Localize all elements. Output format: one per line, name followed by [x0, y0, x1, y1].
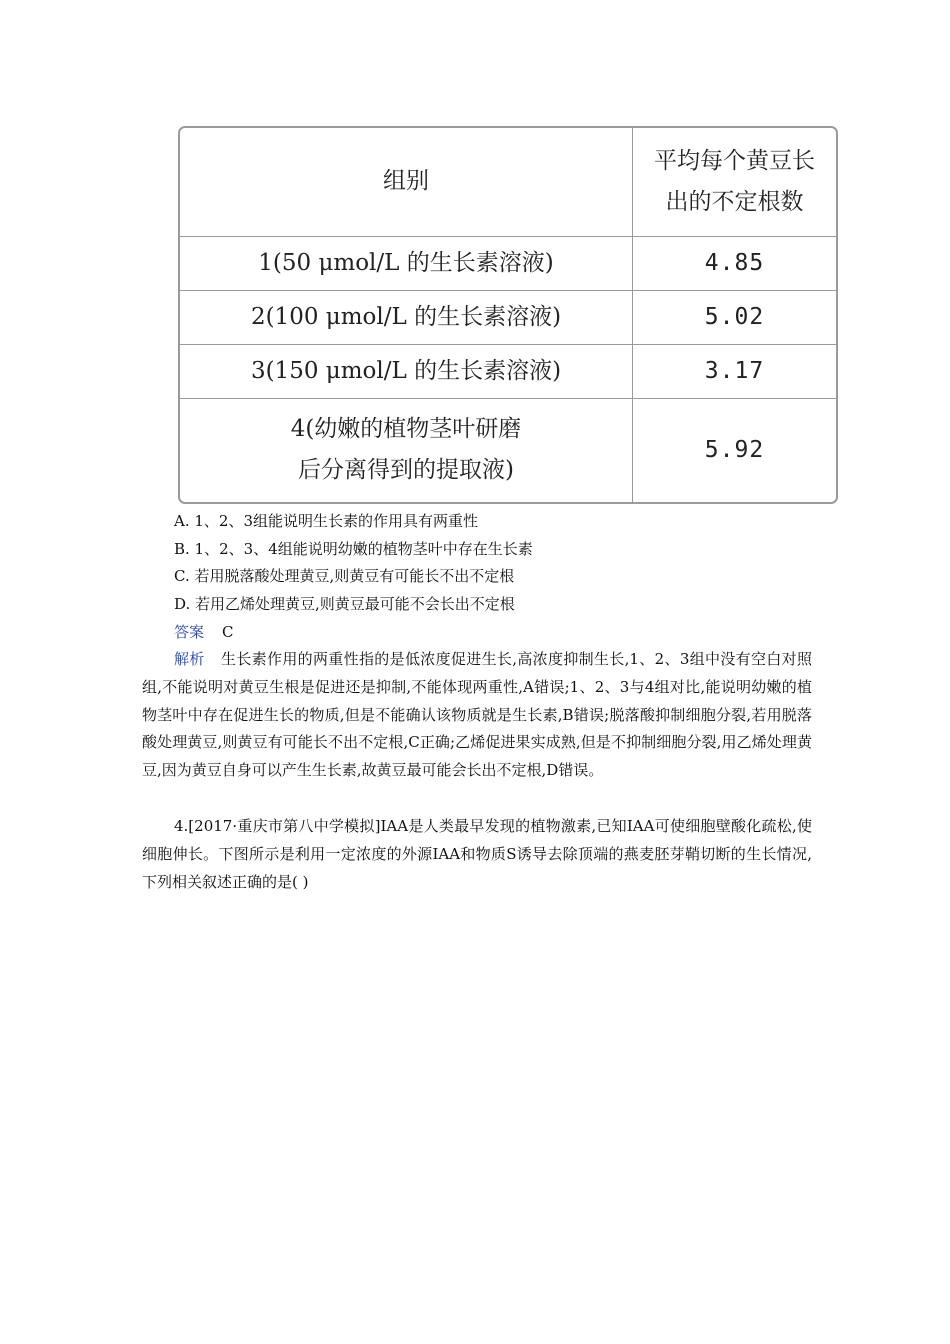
row-group-line1: 4(幼嫩的植物茎叶研磨	[290, 416, 522, 443]
row-value: 3.17	[633, 344, 837, 398]
row-group-line2: 后分离得到的提取液)	[298, 457, 514, 484]
data-table-frame	[178, 126, 838, 504]
header-count-line1: 平均每个黄豆长	[654, 147, 815, 174]
table-row	[180, 290, 836, 344]
header-count-line2: 出的不定根数	[665, 188, 804, 215]
row-group: 2(100 μmol/L 的生长素溶液)	[180, 290, 633, 344]
question-4: 4.[2017·重庆市第八中学模拟]IAA是人类最早发现的植物激素,已知IAA可使细胞壁酸化疏松,使细胞伸长。下图所示是利用一定浓度的外源IAA和物质S诱导去除顶端的燕麦胚芽鞘切断的生长情况,下列相关叙述正确的是( )	[142, 817, 812, 891]
answer-line	[174, 622, 234, 642]
answer-value: C	[222, 623, 234, 641]
row-value: 5.02	[633, 290, 837, 344]
table-row	[180, 236, 836, 290]
row-group: 1(50 μmol/L 的生长素溶液)	[180, 236, 633, 290]
header-group: 组别	[383, 168, 429, 195]
table-header-row	[180, 128, 836, 236]
analysis-paragraph	[142, 646, 812, 785]
header-count-cell	[633, 128, 837, 236]
table-row	[180, 398, 836, 502]
row-group: 3(150 μmol/L 的生长素溶液)	[180, 344, 633, 398]
option-b: B. 1、2、3、4组能说明幼嫩的植物茎叶中存在生长素	[174, 540, 533, 558]
row-value: 4.85	[633, 236, 837, 290]
table-row	[180, 344, 836, 398]
analysis-text: 生长素作用的两重性指的是低浓度促进生长,高浓度抑制生长,1、2、3组中没有空白对照组,不能说明对黄豆生根是促进还是抑制,不能体现两重性,A错误;1、2、3与4组对比,能说明幼嫩的植物茎叶中存在促进生长的物质,但是不能确认该物质就是生长素,B错误;脱落酸抑制细胞分裂,若用脱落酸处理黄豆,则黄豆有可能长不出不定根,C正确;乙烯促进果实成熟,但是不抑制细胞分裂,用乙烯处理黄豆,因为黄豆自身可以产生生长素,故黄豆最可能会长出不定根,D错误。	[142, 650, 812, 780]
option-d: D. 若用乙烯处理黄豆,则黄豆最可能不会长出不定根	[174, 595, 515, 613]
option-a: A. 1、2、3组能说明生长素的作用具有两重性	[174, 512, 479, 530]
answer-label: 答案	[174, 623, 205, 641]
row-value: 5.92	[633, 398, 837, 502]
option-c: C. 若用脱落酸处理黄豆,则黄豆有可能长不出不定根	[174, 567, 515, 585]
row-group-cell	[180, 398, 633, 502]
header-group-cell	[180, 128, 633, 236]
analysis-label: 解析	[174, 650, 205, 668]
data-table	[180, 128, 836, 502]
